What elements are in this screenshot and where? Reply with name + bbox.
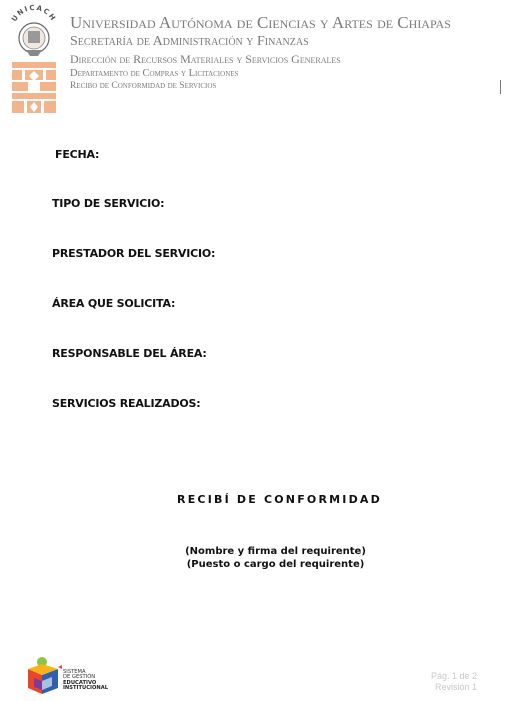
revision-number: Revisión 1 [434, 682, 477, 693]
secretariat-name: Secretaría de Administración y Finanzas [70, 33, 309, 49]
signature-position-line: (Puesto o cargo del requirente) [186, 559, 365, 570]
conformity-title: RECIBÍ DE CONFORMIDAD [177, 493, 382, 506]
university-name: Universidad Autónoma de Ciencias y Artes de Chiapas [70, 13, 451, 32]
sgei-line-1: SISTEMA [63, 669, 86, 675]
field-area-solicita: ÁREA QUE SOLICITA: [52, 297, 176, 310]
document-title: Recibo de Conformidad de Servicios [70, 81, 217, 92]
page-info [431, 671, 477, 694]
signature-name-line: (Nombre y firma del requirente) [185, 546, 366, 557]
svg-text:UNICACH [10, 4, 57, 23]
page-number: Pág. 1 de 2 [430, 671, 477, 681]
text-cursor-divider [500, 80, 501, 94]
unicach-logo [8, 4, 60, 114]
field-fecha: FECHA: [55, 148, 100, 161]
department-name: Departamento de Compras y Licitaciones [70, 68, 239, 80]
directorate-name: Dirección de Recursos Materiales y Servicios Generales [70, 51, 341, 66]
sgei-line-3: EDUCATIVO [63, 679, 97, 686]
field-servicios-realizados: SERVICIOS REALIZADOS: [52, 397, 201, 410]
sgei-line-2: DE GESTIÓN [63, 674, 96, 681]
field-tipo-servicio: TIPO DE SERVICIO: [52, 197, 165, 210]
sgei-wordmark [63, 670, 108, 692]
sgei-logo [24, 656, 64, 696]
field-responsable: RESPONSABLE DEL ÁREA: [52, 347, 207, 360]
field-prestador: PRESTADOR DEL SERVICIO: [52, 247, 216, 260]
header-text-block [70, 14, 451, 92]
logo-wordmark: UNICACH [10, 4, 58, 24]
sgei-line-4: INSTITUCIONAL [63, 685, 109, 692]
